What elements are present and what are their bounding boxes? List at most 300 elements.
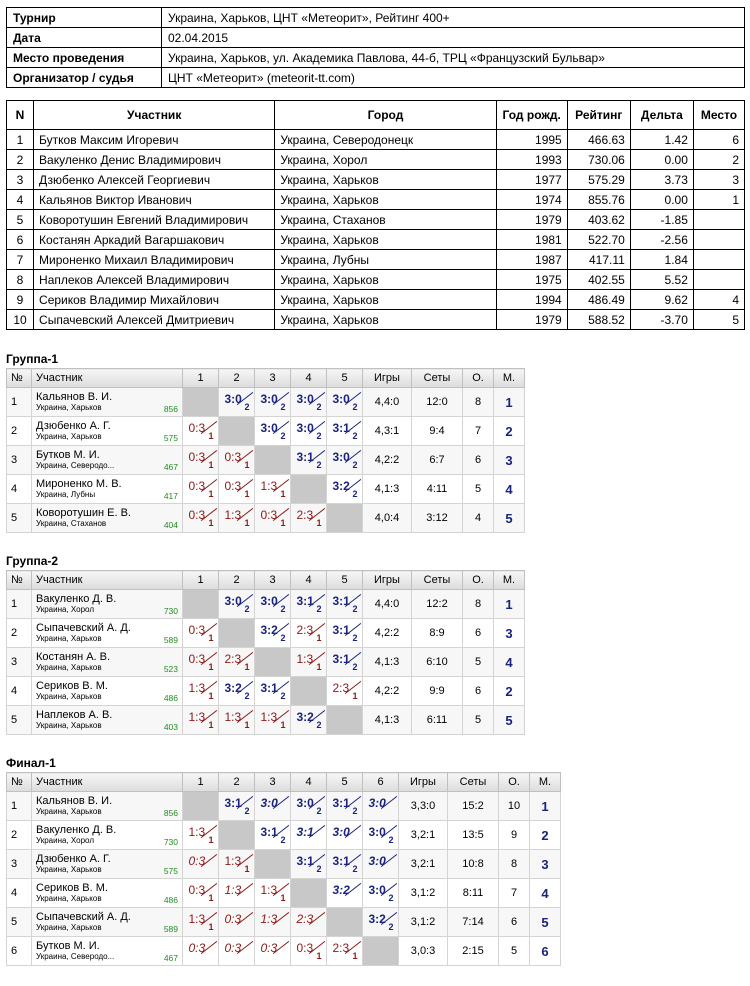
group-player-row (7, 677, 525, 706)
participant-cell: 403.62 (567, 210, 630, 230)
group-player-row (7, 648, 525, 677)
score-text: 3:1 (260, 824, 278, 839)
match-score (258, 793, 288, 817)
participant-cell: Украина, Харьков (275, 190, 496, 210)
place-number: 4 (505, 481, 513, 497)
participant-row (7, 130, 745, 150)
match-score (330, 938, 360, 962)
match-result (363, 908, 399, 937)
player-rating: 575 (163, 866, 178, 876)
info-key: Дата (7, 28, 162, 48)
match-result (219, 879, 255, 908)
participant-row (7, 190, 745, 210)
player-number: 3 (7, 648, 32, 677)
match-points: 2 (388, 921, 394, 932)
match-score (330, 678, 360, 702)
place-value (494, 475, 525, 504)
match-score (222, 447, 252, 471)
score-text: 0:3 (260, 507, 278, 522)
opponent-header: 4 (291, 571, 327, 590)
opponent-header: 4 (291, 773, 327, 792)
match-score (186, 476, 216, 500)
match-points: 1 (352, 690, 358, 701)
place-number: 2 (505, 423, 513, 439)
match-result (183, 504, 219, 533)
opponent-header: 3 (255, 773, 291, 792)
match-score (330, 822, 360, 846)
match-score (294, 822, 324, 846)
info-value: Украина, Харьков, ЦНТ «Метеорит», Рейтинг 400+ (162, 8, 745, 28)
match-result (219, 475, 255, 504)
score-text: 3:0 (260, 391, 278, 406)
player-cell (32, 706, 183, 735)
match-points: 2 (244, 603, 250, 614)
participant-cell: 10 (7, 310, 34, 330)
match-score (186, 447, 216, 471)
match-score (294, 620, 324, 644)
match-points: 2 (244, 690, 250, 701)
match-points: 1 (208, 921, 214, 932)
score-text: 2:3 (296, 911, 314, 926)
match-result (291, 850, 327, 879)
participant-cell: 730.06 (567, 150, 630, 170)
match-points: 1 (208, 834, 214, 845)
info-row (7, 48, 745, 68)
match-result (219, 648, 255, 677)
match-result (219, 446, 255, 475)
player-name: Дзюбенко А. Г. (36, 853, 111, 865)
participant-cell: Украина, Харьков (275, 290, 496, 310)
points-value: 5 (499, 937, 530, 966)
player-city: Украина, Харьков (36, 634, 102, 643)
score-text: 3:1 (332, 853, 350, 868)
match-result (255, 937, 291, 966)
score-text: 3:1 (296, 824, 314, 839)
place-value (494, 706, 525, 735)
participant-cell: 855.76 (567, 190, 630, 210)
group-player-row (7, 619, 525, 648)
place-value (494, 388, 525, 417)
place-number: 1 (505, 596, 513, 612)
participant-cell: 1993 (496, 150, 567, 170)
match-result (183, 446, 219, 475)
games-header: Игры (399, 773, 448, 792)
match-score (330, 447, 360, 471)
match-score (294, 909, 324, 933)
player-rating: 856 (163, 808, 178, 818)
score-text: 2:3 (332, 680, 350, 695)
games-header: Игры (363, 369, 412, 388)
match-result (183, 619, 219, 648)
opponent-header: 3 (255, 571, 291, 590)
place-value (494, 619, 525, 648)
participant-cell: Украина, Хорол (275, 150, 496, 170)
games-value: 3,0:3 (399, 937, 448, 966)
player-name: Сыпачевский А. Д. (36, 911, 131, 923)
match-score (330, 389, 360, 413)
points-value: 5 (463, 648, 494, 677)
player-city: Украина, Харьков (36, 865, 102, 874)
match-score (294, 447, 324, 471)
column-header: Дельта (630, 101, 693, 130)
group-player-row (7, 446, 525, 475)
player-cell (32, 417, 183, 446)
match-points: 2 (352, 632, 358, 643)
match-result (327, 475, 363, 504)
sets-value: 15:2 (448, 792, 499, 821)
match-points: 2 (316, 603, 322, 614)
sets-value: 7:14 (448, 908, 499, 937)
match-score (222, 707, 252, 731)
self-cell (219, 821, 255, 850)
match-result (219, 590, 255, 619)
opponent-header: 3 (255, 369, 291, 388)
num-header: № (7, 773, 32, 792)
score-text: 1:3 (260, 709, 278, 724)
participant-cell: 9 (7, 290, 34, 310)
score-text: 1:3 (224, 882, 242, 897)
score-text: 0:3 (224, 478, 242, 493)
self-cell (291, 475, 327, 504)
match-points: 1 (352, 950, 358, 961)
match-points: 1 (208, 690, 214, 701)
player-cell (32, 619, 183, 648)
score-text: 3:1 (224, 795, 242, 810)
sets-value: 10:8 (448, 850, 499, 879)
match-result (219, 388, 255, 417)
info-key: Место проведения (7, 48, 162, 68)
match-score (186, 880, 216, 904)
score-text: 0:3 (188, 449, 206, 464)
games-value: 3,1:2 (399, 879, 448, 908)
match-result (327, 937, 363, 966)
match-result (291, 908, 327, 937)
points-value: 7 (463, 417, 494, 446)
points-header: О. (463, 571, 494, 590)
match-score (186, 678, 216, 702)
group-player-row (7, 937, 561, 966)
place-number: 3 (541, 856, 549, 872)
participant-cell: Украина, Харьков (275, 270, 496, 290)
info-row (7, 28, 745, 48)
match-points: 1 (244, 459, 250, 470)
sets-header: Сеты (412, 369, 463, 388)
games-value: 4,2:2 (363, 446, 412, 475)
player-cell (32, 648, 183, 677)
participant-cell: 417.11 (567, 250, 630, 270)
match-result (327, 850, 363, 879)
score-text: 3:1 (332, 420, 350, 435)
participant-cell: -3.70 (630, 310, 693, 330)
match-score (258, 389, 288, 413)
opponent-header: 1 (183, 571, 219, 590)
score-text: 1:3 (260, 911, 278, 926)
match-score (258, 505, 288, 529)
match-score (186, 649, 216, 673)
place-number: 2 (505, 683, 513, 699)
match-result (183, 850, 219, 879)
place-header: М. (494, 571, 525, 590)
participant-cell: -2.56 (630, 230, 693, 250)
match-points: 1 (244, 719, 250, 730)
score-text: 3:2 (332, 882, 350, 897)
match-points: 1 (208, 632, 214, 643)
match-score (222, 678, 252, 702)
group-player-row (7, 504, 525, 533)
match-score (258, 880, 288, 904)
player-number: 2 (7, 417, 32, 446)
match-score (258, 678, 288, 702)
place-number: 1 (505, 394, 513, 410)
match-result (219, 908, 255, 937)
player-city: Украина, Хорол (36, 605, 94, 614)
match-score (294, 649, 324, 673)
games-value: 4,2:2 (363, 677, 412, 706)
score-text: 3:0 (368, 882, 386, 897)
info-value: Украина, Харьков, ул. Академика Павлова, 44-б, ТРЦ «Французский Бульвар» (162, 48, 745, 68)
points-value: 6 (463, 619, 494, 648)
self-cell (255, 648, 291, 677)
opponent-header: 2 (219, 571, 255, 590)
participant-row (7, 310, 745, 330)
match-points: 2 (352, 805, 358, 816)
self-cell (327, 504, 363, 533)
participant-cell: 3 (693, 170, 744, 190)
group-header-row (7, 369, 525, 388)
match-points: 2 (352, 603, 358, 614)
player-city: Украина, Лубны (36, 490, 96, 499)
match-result (291, 388, 327, 417)
opponent-header: 4 (291, 369, 327, 388)
sets-value: 12:0 (412, 388, 463, 417)
score-text: 3:1 (332, 651, 350, 666)
match-score (186, 620, 216, 644)
match-result (291, 619, 327, 648)
match-points: 1 (208, 488, 214, 499)
match-result (219, 677, 255, 706)
player-rating: 467 (163, 953, 178, 963)
score-text: 0:3 (224, 940, 242, 955)
match-score (186, 909, 216, 933)
participant-cell: -1.85 (630, 210, 693, 230)
score-text: 0:3 (188, 853, 206, 868)
player-city: Украина, Харьков (36, 432, 102, 441)
self-cell (255, 850, 291, 879)
games-value: 3,1:2 (399, 908, 448, 937)
info-key: Турнир (7, 8, 162, 28)
match-score (294, 505, 324, 529)
participant-cell: 486.49 (567, 290, 630, 310)
self-cell (183, 388, 219, 417)
sets-header: Сеты (448, 773, 499, 792)
match-result (255, 504, 291, 533)
match-score (330, 418, 360, 442)
match-result (219, 504, 255, 533)
match-score (186, 938, 216, 962)
sets-value: 12:2 (412, 590, 463, 619)
match-score (330, 649, 360, 673)
participant-cell (693, 270, 744, 290)
group-player-row (7, 417, 525, 446)
match-points: 1 (244, 661, 250, 672)
sets-value: 9:4 (412, 417, 463, 446)
participant-cell: 1 (693, 190, 744, 210)
match-score (222, 793, 252, 817)
opponent-header: 1 (183, 369, 219, 388)
match-points: 1 (280, 488, 286, 499)
score-text: 1:3 (224, 709, 242, 724)
self-cell (255, 446, 291, 475)
match-result (255, 590, 291, 619)
place-number: 5 (505, 510, 513, 526)
group-player-row (7, 475, 525, 504)
player-number: 4 (7, 475, 32, 504)
match-score (294, 938, 324, 962)
match-result (255, 908, 291, 937)
score-text: 3:1 (296, 853, 314, 868)
player-rating: 467 (163, 462, 178, 472)
sets-header: Сеты (412, 571, 463, 590)
score-text: 0:3 (260, 940, 278, 955)
score-text: 1:3 (296, 651, 314, 666)
place-number: 1 (541, 798, 549, 814)
score-text: 3:0 (332, 391, 350, 406)
score-text: 0:3 (188, 478, 206, 493)
match-result (327, 417, 363, 446)
column-header: Рейтинг (567, 101, 630, 130)
group-player-row (7, 792, 561, 821)
score-text: 3:1 (296, 593, 314, 608)
points-value: 5 (463, 475, 494, 504)
points-value: 8 (463, 388, 494, 417)
place-value (494, 417, 525, 446)
group-title: Группа-1 (6, 352, 59, 366)
place-value (494, 590, 525, 619)
player-rating: 730 (163, 606, 178, 616)
player-name: Кальянов В. И. (36, 795, 113, 807)
score-text: 3:0 (368, 795, 386, 810)
participant-cell: 3 (7, 170, 34, 190)
participant-cell: 1987 (496, 250, 567, 270)
match-score (366, 793, 396, 817)
score-text: 3:0 (368, 853, 386, 868)
score-text: 3:0 (224, 593, 242, 608)
match-score (186, 505, 216, 529)
match-score (294, 418, 324, 442)
participant-cell: Вакуленко Денис Владимирович (34, 150, 275, 170)
self-cell (291, 879, 327, 908)
player-rating: 856 (163, 404, 178, 414)
games-value: 3,3:0 (399, 792, 448, 821)
score-text: 0:3 (296, 940, 314, 955)
player-city: Украина, Северодо... (36, 952, 115, 961)
match-score (186, 707, 216, 731)
match-result (363, 850, 399, 879)
participant-row (7, 250, 745, 270)
participant-cell: Бутков Максим Игоревич (34, 130, 275, 150)
player-city: Украина, Стаханов (36, 519, 107, 528)
score-text: 3:1 (332, 593, 350, 608)
match-score (186, 418, 216, 442)
player-cell (32, 504, 183, 533)
match-result (363, 821, 399, 850)
opponent-header: 1 (183, 773, 219, 792)
self-cell (219, 417, 255, 446)
score-text: 3:0 (224, 391, 242, 406)
player-number: 1 (7, 792, 32, 821)
score-text: 1:3 (260, 478, 278, 493)
participant-cell: 7 (7, 250, 34, 270)
match-points: 2 (280, 632, 286, 643)
match-score (222, 649, 252, 673)
match-result (183, 908, 219, 937)
match-result (327, 388, 363, 417)
player-city: Украина, Северодо... (36, 461, 115, 470)
player-name: Наплеков А. В. (36, 709, 113, 721)
score-text: 1:3 (188, 680, 206, 695)
info-key: Организатор / судья (7, 68, 162, 88)
player-number: 5 (7, 504, 32, 533)
player-number: 1 (7, 590, 32, 619)
match-score (258, 476, 288, 500)
place-number: 3 (505, 452, 513, 468)
score-text: 3:0 (332, 449, 350, 464)
name-header: Участник (32, 571, 183, 590)
place-value (494, 504, 525, 533)
match-result (327, 677, 363, 706)
group-title: Финал-1 (6, 756, 56, 770)
points-value: 5 (463, 706, 494, 735)
place-number: 4 (505, 654, 513, 670)
opponent-header: 6 (363, 773, 399, 792)
participant-cell: 1977 (496, 170, 567, 190)
player-name: Бутков М. И. (36, 940, 100, 952)
place-value (530, 879, 561, 908)
participant-cell: 0.00 (630, 190, 693, 210)
games-value: 4,3:1 (363, 417, 412, 446)
match-points: 1 (244, 488, 250, 499)
match-score (330, 851, 360, 875)
match-result (183, 677, 219, 706)
points-value: 4 (463, 504, 494, 533)
player-city: Украина, Хорол (36, 836, 94, 845)
match-result (327, 619, 363, 648)
match-points: 2 (280, 690, 286, 701)
score-text: 0:3 (188, 507, 206, 522)
match-result (183, 937, 219, 966)
match-result (291, 417, 327, 446)
games-value: 4,1:3 (363, 706, 412, 735)
participant-cell: Сыпачевский Алексей Дмитриевич (34, 310, 275, 330)
points-value: 9 (499, 821, 530, 850)
score-text: 1:3 (260, 882, 278, 897)
participant-cell: Сериков Владимир Михайлович (34, 290, 275, 310)
participant-cell: 0.00 (630, 150, 693, 170)
participant-cell: 8 (7, 270, 34, 290)
participant-cell: 1981 (496, 230, 567, 250)
match-points: 2 (280, 603, 286, 614)
participant-cell: Украина, Харьков (275, 170, 496, 190)
match-points: 1 (280, 719, 286, 730)
num-header: № (7, 369, 32, 388)
player-name: Вакуленко Д. В. (36, 824, 117, 836)
score-text: 1:3 (188, 911, 206, 926)
match-points: 2 (280, 834, 286, 845)
player-rating: 730 (163, 837, 178, 847)
match-result (219, 850, 255, 879)
score-text: 0:3 (224, 911, 242, 926)
match-score (330, 476, 360, 500)
